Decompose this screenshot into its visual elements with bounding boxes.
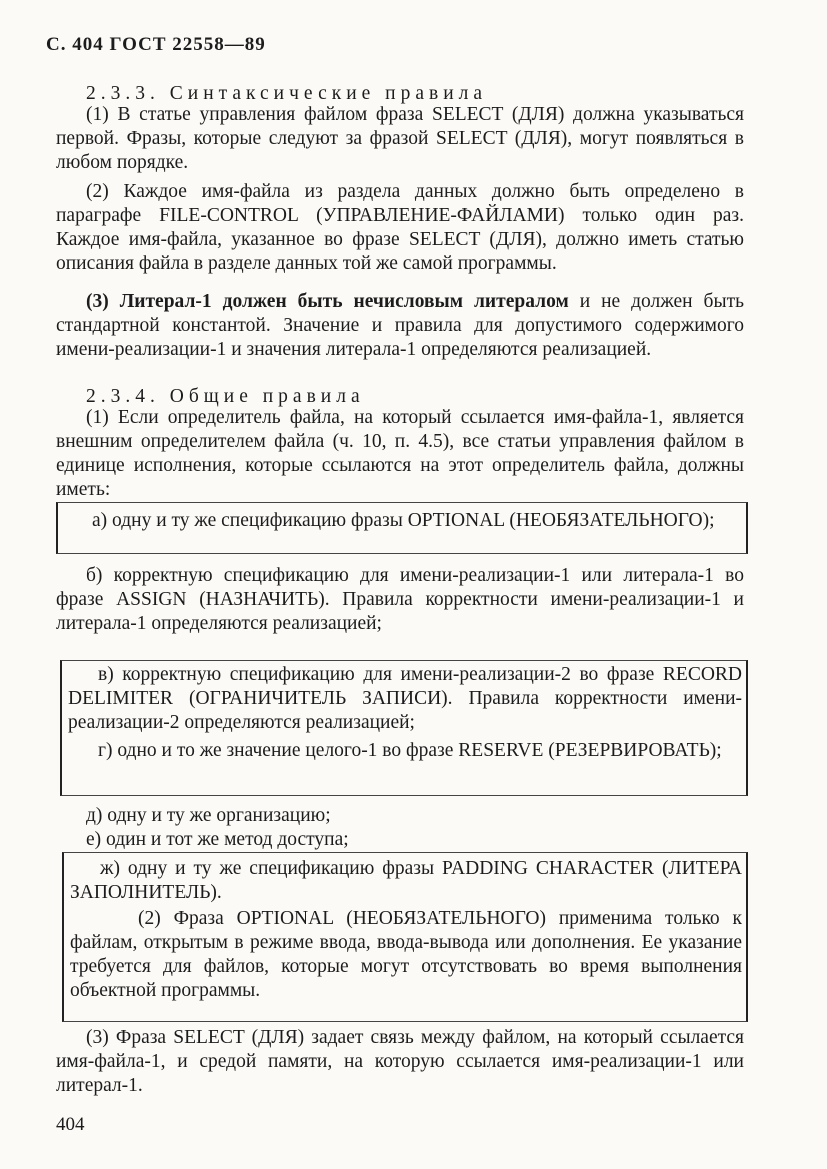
list-item-e: е) один и тот же метод доступа;	[86, 829, 349, 850]
list-item-a: а) одну и ту же спецификацию фразы OPTIONAL (НЕОБЯЗАТЕЛЬНОГО);	[92, 510, 715, 531]
list-item-zh: ж) одну и ту же спецификацию фразы PADDING CHARACTER (ЛИТЕРА ЗАПОЛНИТЕЛЬ).	[70, 858, 742, 903]
revision-box-a	[56, 502, 748, 554]
section-233-paragraph-3	[56, 290, 744, 362]
section-233-paragraph-1: (1) В статье управления файлом фраза SELECT (ДЛЯ) должна указываться первой. Фразы, которые следуют за фразой SELECT (ДЛЯ), могут появляться в любом порядке.	[56, 104, 744, 173]
list-item-g: г) одно и то же значение целого-1 во фразе RESERVE (РЕЗЕРВИРОВАТЬ);	[98, 740, 722, 761]
revision-box-zh	[62, 852, 748, 1022]
paragraph-3-bold-lead: (3) Литерал-1 должен быть нечисловым литералом	[86, 291, 569, 312]
paragraph-3-rest: и не должен быть стандартной константой. Значение и правила для допустимого содержимого имени-реализации-1 и значения литерала-1 определяются реализацией.	[56, 291, 744, 360]
revision-box-v-g	[60, 660, 748, 796]
section-234-paragraph-1: (1) Если определитель файла, на который ссылается имя-файла-1, является внешним определителем файла (ч. 10, п. 4.5), все статьи управления файлом в единице исполнения, которые ссылаются на этот определитель файла, должны иметь:	[56, 407, 744, 500]
list-item-d: д) одну и ту же организацию;	[86, 805, 331, 826]
section-234-paragraph-2: (2) Фраза OPTIONAL (НЕОБЯЗАТЕЛЬНОГО) применима только к файлам, открытым в режиме ввода, ввода-вывода или дополнения. Ее указание требуется для файлов, которые могут отсутствовать во время выполнения объектной программы.	[70, 908, 742, 1001]
list-item-v: в) корректную спецификацию для имени-реализации-2 во фразе RECORD DELIMITER (ОГРАНИЧИТЕЛЬ ЗАПИСИ). Правила корректности имени-реализации-2 определяются реализацией;	[68, 664, 742, 733]
list-item-b: б) корректную спецификацию для имени-реализации-1 или литерала-1 во фразе ASSIGN (НАЗНАЧИТЬ). Правила корректности имени-реализации-1 и литерала-1 определяются реализацией;	[56, 565, 744, 634]
page-number: 404	[56, 1114, 85, 1135]
section-234-paragraph-3: (3) Фраза SELECT (ДЛЯ) задает связь между файлом, на который ссылается имя-файла-1, и средой памяти, на которую ссылается имя-реализации-1 или литерал-1.	[56, 1027, 744, 1096]
section-233-title: 2.3.3. Синтаксические правила	[86, 83, 488, 104]
section-234-title: 2.3.4. Общие правила	[86, 386, 365, 407]
section-233-paragraph-2: (2) Каждое имя-файла из раздела данных должно быть определено в параграфе FILE-CONTROL (УПРАВЛЕНИЕ-ФАЙЛАМИ) только один раз. Каждое имя-файла, указанное во фразе SELECT (ДЛЯ), должно иметь статью описания файла в разделе данных той же самой программы.	[56, 181, 744, 274]
page-header: С. 404 ГОСТ 22558—89	[46, 34, 266, 55]
